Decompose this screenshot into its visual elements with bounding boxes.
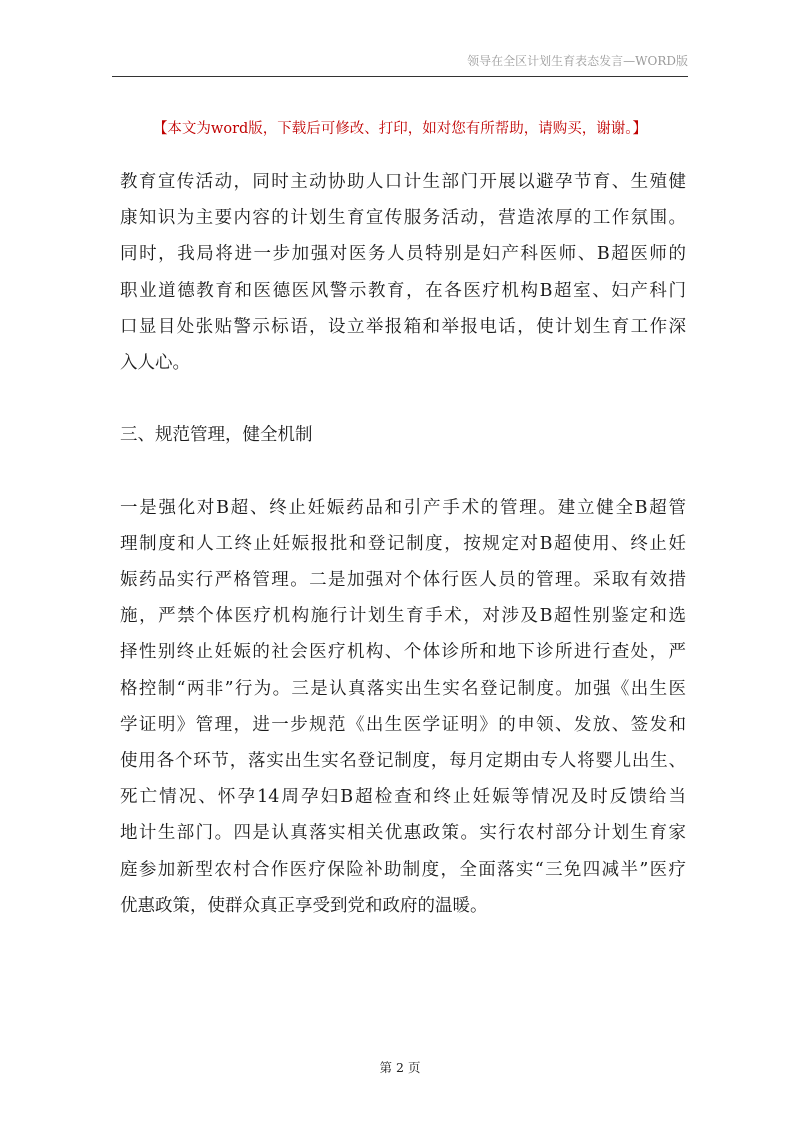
text-line: 学证明》管理，进一步规范《出生医学证明》的申领、发放、签发和 — [120, 714, 686, 735]
page-header — [112, 52, 688, 77]
text-line: 娠药品实行严格管理。二是加强对个体行医人员的管理。采取有效措 — [120, 570, 686, 591]
text-line: 择性别终止妊娠的社会医疗机构、个体诊所和地下诊所进行查处，严 — [120, 642, 686, 663]
text-line: 入人心。 — [120, 352, 190, 373]
text-line: 教育宣传活动，同时主动协助人口计生部门开展以避孕节育、生殖健 — [120, 172, 686, 192]
text-line: 使用各个环节，落实出生实名登记制度，每月定期由专人将婴儿出生、 — [120, 751, 686, 771]
text-line: 庭参加新型农村合作医疗保险补助制度，全面落实“三免四减半”医疗 — [120, 859, 686, 880]
section-heading — [120, 417, 686, 453]
text-line: 死亡情况、怀孕14周孕妇B超检查和终止妊娠等情况及时反馈给当 — [120, 787, 686, 808]
page-footer — [0, 1058, 800, 1076]
text-line: 格控制“两非”行为。三是认真落实出生实名登记制度。加强《出生医 — [120, 678, 686, 699]
document-body — [120, 164, 686, 924]
text-line: 口显目处张贴警示标语，设立举报箱和举报电话，使计划生育工作深 — [120, 316, 686, 337]
text-line: 一是强化对B超、终止妊娠药品和引产手术的管理。建立健全B超管 — [120, 497, 686, 518]
header-title: 领导在全区计划生育表态发言—WORD版 — [467, 54, 688, 68]
page-number: 第 2 页 — [379, 1060, 421, 1075]
text-line: 施，严禁个体医疗机构施行计划生育手术，对涉及B超性别鉴定和选 — [120, 606, 686, 627]
text-line: 理制度和人工终止妊娠报批和登记制度，按规定对B超使用、终止妊 — [120, 533, 686, 554]
paragraph-education — [120, 164, 686, 381]
heading-text: 三、规范管理，健全机制 — [120, 425, 313, 446]
paragraph-management — [120, 490, 686, 924]
purchase-notice: 【本文为word版，下载后可修改、打印，如对您有所帮助，请购买，谢谢。】 — [152, 121, 648, 137]
text-line: 优惠政策，使群众真正享受到党和政府的温暖。 — [120, 895, 488, 916]
text-line: 同时，我局将进一步加强对医务人员特别是妇产科医师、B超医师的 — [120, 244, 686, 265]
text-line: 地计生部门。四是认真落实相关优惠政策。实行农村部分计划生育家 — [120, 823, 686, 844]
text-line: 职业道德教育和医德医风警示教育，在各医疗机构B超室、妇产科门 — [120, 280, 686, 301]
text-line: 康知识为主要内容的计划生育宣传服务活动，营造浓厚的工作氛围。 — [120, 208, 686, 229]
paragraph-gap — [120, 381, 686, 417]
paragraph-gap — [120, 454, 686, 490]
